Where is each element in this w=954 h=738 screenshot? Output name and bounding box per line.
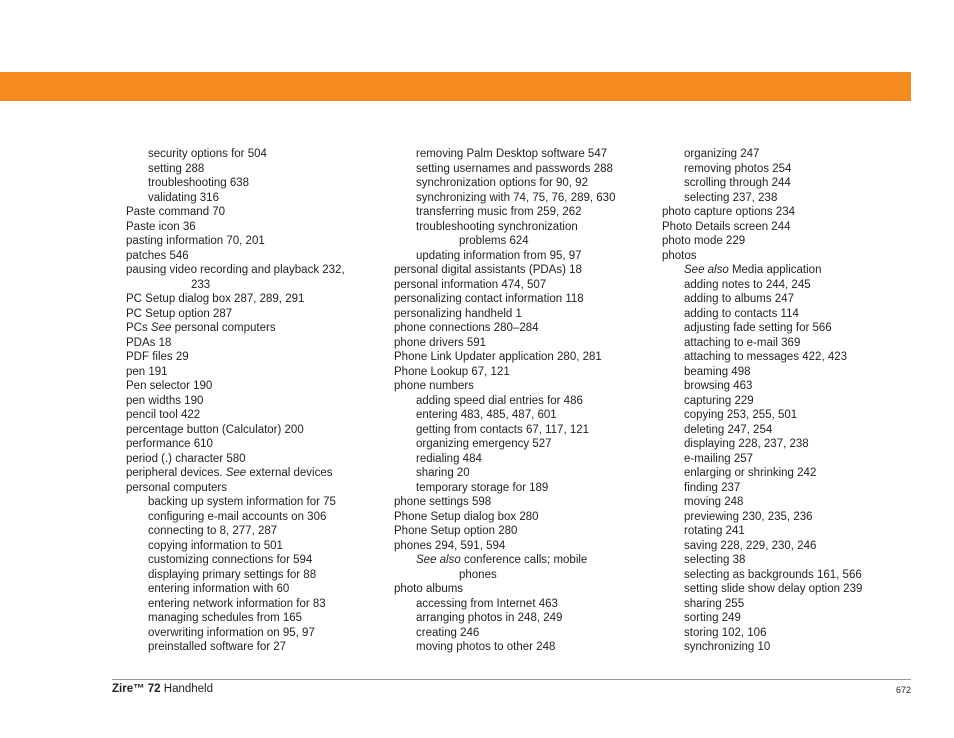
index-entry-text: removing Palm Desktop software 547 (416, 148, 608, 160)
index-entry-text: updating information from 95, 97 (416, 249, 582, 262)
index-entry (126, 191, 381, 206)
index-entry (126, 379, 381, 394)
index-entry-text: managing schedules from 165 (148, 612, 303, 624)
index-entry-text: phone settings 598 (394, 496, 492, 508)
index-entry-text: synchronizing with 74, 75, 76, 289, 630 (416, 191, 616, 204)
index-entry (126, 553, 381, 568)
index-entry (126, 365, 381, 380)
index-entry (394, 452, 649, 467)
index-entry (394, 539, 649, 554)
index-entry-text: selecting 38 (684, 554, 746, 566)
index-entry-text: Paste command 70 (126, 206, 226, 218)
index-entry (662, 394, 902, 409)
index-entry (126, 495, 381, 510)
index-entry (662, 611, 902, 626)
index-entry-text: adding speed dial entries for 486 (416, 394, 583, 407)
index-entry-text: sharing 255 (684, 597, 745, 610)
index-entry-text: backing up system information for 75 (148, 496, 336, 508)
index-entry (394, 481, 649, 496)
index-entry (126, 147, 381, 162)
index-entry (394, 626, 649, 641)
index-entry-text: troubleshooting 638 (148, 177, 250, 189)
index-entry-text: Phone Setup dialog box 280 (394, 510, 539, 523)
index-entry-text: saving 228, 229, 230, 246 (684, 539, 817, 552)
index-entry-text: phone numbers (394, 380, 474, 392)
index-entry (394, 292, 649, 307)
index-entry-text: Pen selector 190 (126, 380, 213, 392)
index-entry-text: Phone Setup option 280 (394, 525, 518, 537)
index-entry (394, 640, 649, 655)
index-entry-text: external devices (246, 467, 333, 479)
index-entry-text: personal computers (171, 322, 276, 334)
index-entry-text: phones (459, 568, 497, 581)
index-entry (662, 379, 902, 394)
index-entry-text: entering 483, 485, 487, 601 (416, 409, 557, 421)
index-entry-text: scrolling through 244 (684, 177, 791, 189)
index-entry (394, 379, 649, 394)
index-entry-text: problems 624 (459, 235, 529, 247)
index-entry (394, 350, 649, 365)
index-entry-text: phone drivers 591 (394, 336, 487, 349)
index-entry (662, 350, 902, 365)
index-entry (126, 321, 381, 336)
index-entry-text: capturing 229 (684, 394, 754, 407)
index-entry (394, 510, 649, 525)
index-entry (394, 408, 649, 423)
index-entry-text: performance 610 (126, 438, 213, 450)
index-entry-text: PDF files 29 (126, 351, 189, 363)
index-entry-text: storing 102, 106 (684, 626, 767, 639)
index-entry-see: See also (416, 554, 461, 566)
index-entry-text: pausing video recording and playback 232, (126, 264, 345, 276)
index-entry-text: deleting 247, 254 (684, 423, 773, 436)
index-entry (662, 510, 902, 525)
index-entry-text: browsing 463 (684, 380, 753, 392)
index-entry-text: PC Setup dialog box 287, 289, 291 (126, 293, 305, 305)
index-entry-text: preinstalled software for 27 (148, 641, 287, 653)
index-entry-text: pasting information 70, 201 (126, 235, 265, 247)
index-entry (126, 582, 381, 597)
index-entry-see: See also (684, 264, 729, 276)
index-entry (662, 220, 902, 235)
index-entry-text: percentage button (Calculator) 200 (126, 423, 304, 436)
index-entry (662, 278, 902, 293)
index-entry-text: personalizing handheld 1 (394, 307, 522, 320)
index-entry-text: conference calls; mobile (460, 554, 588, 566)
index-entry (126, 394, 381, 409)
index-entry (662, 307, 902, 322)
index-entry (394, 234, 649, 249)
index-entry-text: pen widths 190 (126, 394, 204, 407)
index-column-2 (394, 147, 649, 655)
index-entry (662, 205, 902, 220)
index-entry-text: temporary storage for 189 (416, 481, 549, 494)
index-entry-text: displaying primary settings for 88 (148, 568, 317, 581)
index-entry (394, 321, 649, 336)
index-entry-text: adjusting fade setting for 566 (684, 322, 832, 334)
index-entry-text: pen 191 (126, 365, 168, 378)
index-entry-text: phone connections 280–284 (394, 322, 539, 334)
index-entry-text: attaching to messages 422, 423 (684, 351, 848, 363)
index-entry (662, 249, 902, 264)
index-entry (394, 568, 649, 583)
index-entry-text: personal digital assistants (PDAs) 18 (394, 264, 582, 276)
index-entry (394, 437, 649, 452)
index-column-1 (126, 147, 381, 655)
index-entry-text: organizing emergency 527 (416, 438, 552, 450)
index-entry (394, 394, 649, 409)
index-entry-text: entering network information for 83 (148, 597, 326, 610)
index-entry-text: removing photos 254 (684, 162, 792, 175)
index-entry-text: redialing 484 (416, 452, 482, 465)
index-entry (394, 147, 649, 162)
index-entry (126, 336, 381, 351)
index-entry-see: See (150, 322, 172, 334)
index-entry (394, 220, 649, 235)
index-entry (126, 568, 381, 583)
footer-rule (112, 679, 911, 680)
index-entry-text: e-mailing 257 (684, 452, 754, 465)
index-entry (662, 176, 902, 191)
index-entry-text: adding to contacts 114 (684, 307, 799, 320)
index-entry (126, 408, 381, 423)
index-entry-text: moving photos to other 248 (416, 641, 556, 653)
index-entry-text: PC Setup option 287 (126, 307, 233, 320)
index-entry (662, 597, 902, 612)
index-entry-text: validating 316 (148, 191, 219, 204)
index-entry-text: connecting to 8, 277, 287 (148, 525, 278, 537)
index-entry-text: rotating 241 (684, 525, 745, 537)
index-entry (394, 365, 649, 380)
index-entry (126, 481, 381, 496)
index-entry-text: setting slide show delay option 239 (684, 583, 863, 595)
index-entry-prefix: PCs (126, 322, 151, 334)
index-entry-text: 233 (191, 278, 211, 291)
index-entry-text: overwriting information on 95, 97 (148, 626, 315, 639)
index-entry-text: transferring music from 259, 262 (416, 206, 582, 218)
index-entry (394, 553, 649, 568)
index-entry (662, 437, 902, 452)
index-entry (662, 263, 902, 278)
index-entry (662, 481, 902, 496)
header-color-band (0, 72, 911, 101)
index-entry (394, 524, 649, 539)
index-entry (126, 220, 381, 235)
footer-product-rest: Handheld (160, 683, 214, 695)
index-entry-see: See (225, 467, 247, 479)
index-entry (394, 176, 649, 191)
index-entry (394, 205, 649, 220)
index-entry (126, 597, 381, 612)
index-entry (662, 321, 902, 336)
index-entry (394, 495, 649, 510)
index-entry-text: phones 294, 591, 594 (394, 539, 506, 552)
index-entry (126, 234, 381, 249)
index-entry-text: enlarging or shrinking 242 (684, 467, 817, 479)
index-entry (662, 640, 902, 655)
index-entry-text: customizing connections for 594 (148, 554, 313, 566)
index-entry-text: pencil tool 422 (126, 409, 201, 421)
index-entry-text: synchronizing 10 (684, 641, 771, 653)
index-entry-text: personal computers (126, 481, 227, 494)
index-entry (126, 249, 381, 264)
index-entry (394, 307, 649, 322)
index-entry (394, 162, 649, 177)
index-entry-text: organizing 247 (684, 148, 760, 160)
index-entry (394, 249, 649, 264)
index-entry-text: selecting as backgrounds 161, 566 (684, 568, 862, 581)
footer-product-bold: Zire™ 72 (112, 683, 161, 695)
index-entry (662, 147, 902, 162)
index-entry (662, 582, 902, 597)
index-entry (662, 365, 902, 380)
index-entry-text: photo albums (394, 583, 464, 595)
index-entry (126, 176, 381, 191)
index-entry-text: personalizing contact information 118 (394, 293, 584, 305)
index-entry-text: troubleshooting synchronization (416, 220, 578, 233)
index-entry (394, 582, 649, 597)
index-entry-text: copying 253, 255, 501 (684, 409, 798, 421)
index-entry-text: synchronization options for 90, 92 (416, 177, 588, 189)
index-entry (126, 350, 381, 365)
index-entry (394, 597, 649, 612)
index-entry (662, 626, 902, 641)
index-entry-text: personal information 474, 507 (394, 278, 547, 291)
index-entry-text: Phone Link Updater application 280, 281 (394, 351, 602, 363)
index-entry-text: displaying 228, 237, 238 (684, 438, 809, 450)
index-entry-text: moving 248 (684, 496, 744, 508)
index-entry-text: Media application (728, 264, 822, 276)
index-entry (126, 452, 381, 467)
index-entry (126, 162, 381, 177)
index-entry (126, 510, 381, 525)
index-entry-text: finding 237 (684, 481, 741, 494)
index-entry (394, 336, 649, 351)
index-entry (394, 423, 649, 438)
index-entry-text: previewing 230, 235, 236 (684, 510, 813, 523)
index-entry-text: Photo Details screen 244 (662, 220, 791, 233)
index-entry-text: security options for 504 (148, 148, 267, 160)
index-entry-text: arranging photos in 248, 249 (416, 612, 563, 624)
index-entry-text: entering information with 60 (148, 583, 290, 595)
index-entry-text: creating 246 (416, 626, 480, 639)
index-entry-text: attaching to e-mail 369 (684, 336, 801, 349)
index-entry (126, 626, 381, 641)
index-entry (126, 524, 381, 539)
index-entry (394, 278, 649, 293)
index-entry (394, 191, 649, 206)
index-entry-text: sorting 249 (684, 612, 741, 624)
index-entry-text: adding to albums 247 (684, 293, 794, 305)
index-entry (126, 539, 381, 554)
index-entry-text: accessing from Internet 463 (416, 597, 558, 610)
index-entry-text: copying information to 501 (148, 539, 283, 552)
index-entry-text: Paste icon 36 (126, 220, 196, 233)
page-number: 672 (895, 685, 911, 695)
index-entry-text: photo capture options 234 (662, 206, 795, 218)
index-entry-text: selecting 237, 238 (684, 191, 778, 204)
index-entry (662, 336, 902, 351)
index-entry-text: adding notes to 244, 245 (684, 278, 811, 291)
index-entry (394, 263, 649, 278)
index-entry (126, 278, 381, 293)
index-entry (662, 408, 902, 423)
index-entry-text: photo mode 229 (662, 235, 746, 247)
index-entry-text: Phone Lookup 67, 121 (394, 365, 510, 378)
index-entry (662, 539, 902, 554)
index-entry (126, 263, 381, 278)
footer-product-title (112, 683, 213, 695)
index-entry (662, 568, 902, 583)
index-entry (126, 640, 381, 655)
index-entry-text: setting 288 (148, 162, 205, 175)
index-entry-text: sharing 20 (416, 467, 470, 479)
index-entry (126, 437, 381, 452)
index-column-3 (662, 147, 902, 655)
index-entry (662, 162, 902, 177)
index-entry (662, 524, 902, 539)
index-entry-text: PDAs 18 (126, 336, 172, 349)
index-entry (662, 234, 902, 249)
index-entry (126, 423, 381, 438)
index-entry-text: beaming 498 (684, 365, 751, 378)
index-entry (126, 307, 381, 322)
index-entry (394, 611, 649, 626)
index-entry (126, 466, 381, 481)
index-entry (126, 292, 381, 307)
index-entry-text: photos (662, 249, 697, 262)
index-entry (126, 611, 381, 626)
index-entry-text: patches 546 (126, 249, 189, 262)
index-entry-text: getting from contacts 67, 117, 121 (416, 423, 590, 436)
index-entry-text: configuring e-mail accounts on 306 (148, 510, 327, 523)
index-entry (662, 191, 902, 206)
index-entry (662, 423, 902, 438)
index-entry (662, 452, 902, 467)
index-entry-prefix: peripheral devices. (126, 467, 226, 479)
index-entry-text: period (.) character 580 (126, 452, 246, 465)
index-entry (662, 553, 902, 568)
index-entry (394, 466, 649, 481)
index-entry (662, 495, 902, 510)
index-entry-text: setting usernames and passwords 288 (416, 162, 613, 175)
index-entry (126, 205, 381, 220)
index-entry (662, 466, 902, 481)
index-entry (662, 292, 902, 307)
